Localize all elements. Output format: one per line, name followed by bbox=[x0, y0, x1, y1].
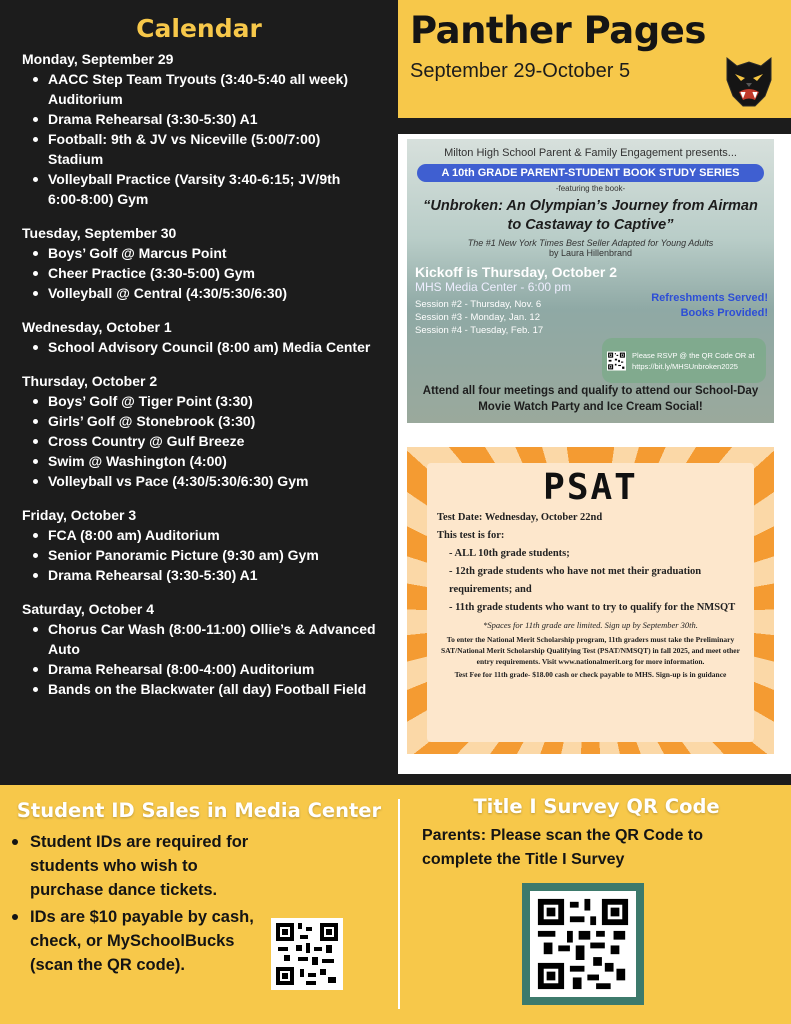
psat-info: To enter the National Merit Scholarship program, 11th graders must take the Preliminary SAT/National Merit Scholarship Qualifying Test (PSAT/NMSQT) in fall 2025, and meet other entry requirements. Visit www.nationalmerit.org for more information. bbox=[441, 635, 740, 666]
day-name: Tuesday, September 30 bbox=[22, 225, 177, 241]
event-item: Volleyball Practice (Varsity 3:40-6:15; JV/9th 6:00-8:00) Gym bbox=[22, 169, 376, 209]
event-item: Boys’ Golf @ Marcus Point bbox=[22, 243, 376, 263]
student-id-item: IDs are $10 payable by cash, check, or MySchoolBucks (scan the QR code). bbox=[12, 905, 260, 977]
session-item: Session #2 - Thursday, Nov. 6 bbox=[415, 299, 542, 310]
calendar-day bbox=[22, 317, 376, 357]
event-item: Cross Country @ Gulf Breeze bbox=[22, 431, 376, 451]
qr-code-icon[interactable] bbox=[607, 344, 626, 378]
psat-title: PSAT bbox=[543, 467, 638, 508]
calendar-day bbox=[22, 371, 376, 491]
event-item: Bands on the Blackwater (all day) Football Field bbox=[22, 679, 376, 699]
title-survey-section bbox=[402, 785, 791, 1024]
student-id-qr[interactable] bbox=[271, 918, 343, 990]
day-name: Friday, October 3 bbox=[22, 507, 137, 523]
event-item: Boys’ Golf @ Tiger Point (3:30) bbox=[22, 391, 376, 411]
event-item: Drama Rehearsal (3:30-5:30) A1 bbox=[22, 565, 376, 585]
calendar-panel bbox=[0, 0, 398, 785]
newsletter-title: Panther Pages bbox=[410, 9, 706, 52]
presents-text: Milton High School Parent & Family Engagement presents... bbox=[444, 147, 737, 159]
event-item: AACC Step Team Tryouts (3:40-5:40 all week) Auditorium bbox=[22, 69, 376, 109]
kickoff-location: MHS Media Center - 6:00 pm bbox=[415, 280, 572, 294]
bottom-section bbox=[0, 785, 791, 1024]
event-item: Senior Panoramic Picture (9:30 am) Gym bbox=[22, 545, 376, 565]
qr-code-icon bbox=[274, 921, 340, 987]
day-name: Thursday, October 2 bbox=[22, 373, 158, 389]
survey-title: Title I Survey QR Code bbox=[473, 795, 720, 818]
books-text: Books Provided! bbox=[680, 307, 768, 319]
student-id-item: Student IDs are required for students who wish to purchase dance tickets. bbox=[12, 830, 260, 902]
psat-flyer bbox=[407, 447, 774, 754]
student-id-section bbox=[0, 785, 398, 1024]
kickoff-date: Kickoff is Thursday, October 2 bbox=[415, 264, 618, 280]
event-item: Drama Rehearsal (3:30-5:30) A1 bbox=[22, 109, 376, 129]
psat-eligibility-item: - 12th grade students who have not met their graduation requirements; and bbox=[449, 566, 702, 595]
survey-qr[interactable] bbox=[522, 883, 644, 1005]
attend-note: Attend all four meetings and qualify to attend our School-Day Movie Watch Party and Ice Cream Social! bbox=[422, 385, 759, 413]
calendar-day bbox=[22, 49, 376, 209]
survey-qr-inner bbox=[530, 891, 636, 997]
psat-content bbox=[427, 463, 754, 742]
event-item: Drama Rehearsal (8:00-4:00) Auditorium bbox=[22, 659, 376, 679]
calendar-title: Calendar bbox=[136, 14, 262, 43]
event-item: School Advisory Council (8:00 am) Media Center bbox=[22, 337, 376, 357]
student-id-title: Student ID Sales in Media Center bbox=[16, 799, 382, 822]
newsletter-dates: September 29-October 5 bbox=[410, 60, 631, 82]
series-banner: A 10th GRADE PARENT-STUDENT BOOK STUDY SERIES bbox=[417, 164, 764, 182]
psat-test-date: Test Date: Wednesday, October 22nd bbox=[437, 512, 603, 523]
rsvp-box bbox=[602, 338, 766, 383]
rsvp-text: Please RSVP @ the QR Code OR at https://bit.ly/MHSUnbroken2025 bbox=[632, 350, 755, 371]
event-item: Swim @ Washington (4:00) bbox=[22, 451, 376, 471]
panther-mascot-icon bbox=[721, 50, 777, 110]
psat-eligibility-item: - 11th grade students who want to try to qualify for the NMSQT bbox=[449, 602, 736, 613]
session-item: Session #4 - Tuesday, Feb. 17 bbox=[415, 325, 544, 336]
calendar-day bbox=[22, 223, 376, 303]
refreshments-note bbox=[651, 291, 768, 321]
event-item: Girls’ Golf @ Stonebrook (3:30) bbox=[22, 411, 376, 431]
day-name: Wednesday, October 1 bbox=[22, 319, 172, 335]
session-item: Session #3 - Monday, Jan. 12 bbox=[415, 312, 540, 323]
survey-text: Parents: Please scan the QR Code to complete the Title I Survey bbox=[422, 827, 703, 868]
book-title: “Unbroken: An Olympian’s Journey from Airman to Castaway to Captive” bbox=[423, 198, 758, 233]
psat-fee: Test Fee for 11th grade- $18.00 cash or check payable to MHS. Sign-up is in guidance bbox=[454, 670, 727, 679]
day-name: Saturday, October 4 bbox=[22, 601, 155, 617]
event-item: FCA (8:00 am) Auditorium bbox=[22, 525, 376, 545]
event-item: Chorus Car Wash (8:00-11:00) Ollie’s & Advanced Auto bbox=[22, 619, 376, 659]
psat-eligibility: This test is for: bbox=[437, 530, 505, 541]
book-author: by Laura Hillenbrand bbox=[548, 248, 633, 258]
section-divider bbox=[398, 799, 400, 1009]
qr-code-icon bbox=[535, 896, 631, 992]
event-item: Volleyball @ Central (4:30/5:30/6:30) bbox=[22, 283, 376, 303]
newsletter-header bbox=[398, 0, 791, 118]
refreshments-text: Refreshments Served! bbox=[651, 292, 768, 304]
psat-note: *Spaces for 11th grade are limited. Sign up by September 30th. bbox=[483, 620, 698, 630]
psat-eligibility-item: - ALL 10th grade students; bbox=[449, 548, 570, 559]
calendar-day bbox=[22, 505, 376, 585]
book-subtitle: The #1 New York Times Best Seller Adapted for Young Adults bbox=[467, 238, 714, 248]
event-item: Cheer Practice (3:30-5:00) Gym bbox=[22, 263, 376, 283]
right-panel bbox=[398, 118, 791, 785]
book-study-flyer bbox=[407, 139, 774, 423]
calendar-day bbox=[22, 599, 376, 699]
event-item: Volleyball vs Pace (4:30/5:30/6:30) Gym bbox=[22, 471, 376, 491]
day-name: Monday, September 29 bbox=[22, 51, 174, 67]
featuring-text: -featuring the book- bbox=[555, 184, 626, 193]
event-item: Football: 9th & JV vs Niceville (5:00/7:00) Stadium bbox=[22, 129, 376, 169]
